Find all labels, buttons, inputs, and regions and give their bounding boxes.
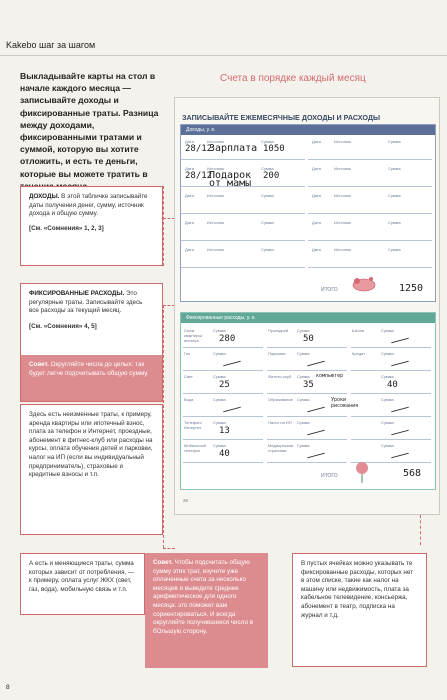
income-col-label: Источник: [334, 166, 352, 171]
connector-fixed-v: [163, 305, 164, 548]
fixed-cell: [267, 441, 347, 463]
ledger-sheet: [174, 97, 440, 515]
income-col-label: Сумма: [388, 247, 401, 252]
income-source-value: Зарплата: [209, 143, 258, 154]
income-col-label: Сумма: [388, 166, 401, 171]
fixed-cell-label: Мобильный телефон: [184, 443, 206, 453]
fixed-sum-label: Сумма: [213, 420, 226, 425]
fixed-cell-label: Съем квартиры/ипотека: [184, 328, 203, 343]
fixed-sum-label: Сумма: [297, 351, 310, 356]
fixed-note-box: [20, 283, 163, 402]
fixed-cell-label: Вода: [184, 397, 194, 402]
income-col-label: Источник: [334, 220, 352, 225]
fixed-sum-label: Сумма: [381, 420, 394, 425]
header-divider: [0, 55, 447, 56]
income-col-label: Дата: [185, 220, 194, 225]
income-table-header: Доходы, у. е.: [181, 125, 435, 135]
fixed-cell-label: Школа: [352, 328, 365, 333]
income-row: [308, 245, 432, 268]
income-row: [308, 164, 432, 187]
fixed-sum-label: Сумма: [297, 397, 310, 402]
income-col-label: Дата: [185, 247, 194, 252]
fixed-cell-label: Телефон/Интернет: [184, 420, 202, 430]
fixed-cell: [183, 418, 263, 440]
fixed-cell-label: Парковка: [268, 351, 286, 356]
tip-average-label: Совет.: [153, 559, 173, 566]
fixed-cell: [183, 326, 263, 348]
tip-average-text: Чтобы подсчитать общую сумму этих трат, изучите уже оплаченные счета за несколько месяцев и выведите среднее арифметическое для одного месяца: это поможет вам сориентироваться. И всегда округляйте получившееся число в бОльшую сторону.: [153, 559, 254, 635]
income-row: [181, 191, 305, 214]
income-note-text: В этой табличке записывайте даты получения денег, сумму, источник дохода и общую сумму.: [29, 193, 148, 218]
header-title: Kakebo шаг за шагом: [6, 40, 96, 50]
fixed-sum-label: Сумма: [381, 351, 394, 356]
fixed-cell: [183, 372, 263, 394]
fixed-cell-dash: [391, 453, 409, 459]
fixed-sum-label: Сумма: [297, 420, 310, 425]
income-table: [180, 124, 436, 302]
income-row: [308, 137, 432, 160]
income-note-box: [20, 186, 163, 266]
income-col-label: Сумма: [388, 193, 401, 198]
income-col-label: Источник: [334, 193, 352, 198]
fixed-cell: [351, 326, 431, 348]
fixed-total-value: 568: [403, 468, 422, 479]
fixed-sum-label: Сумма: [213, 397, 226, 402]
changing-expenses-box: [20, 553, 145, 615]
piggy-bank-doodle: [349, 275, 379, 293]
fixed-sum-label: Сумма: [213, 374, 226, 379]
income-source-value: Подарок от мамы: [209, 170, 252, 189]
unchanged-expenses-text: Здесь есть неизменные траты, к примеру, аренда квартиры или ипотечный взнос, плата за телефон и Интернет, проездные, абонемент в фитнес-клуб или расходы на курсы, оплата обучения детей и парковки, налог на ИП (если вы индивидуальный предприниматель), страховые и кредитные взносы и т.п.: [29, 411, 153, 479]
fixed-cell-dash: [307, 407, 325, 413]
income-col-label: Дата: [312, 139, 321, 144]
fixed-cell-value: 25: [219, 380, 230, 390]
fixed-cell-label: Фитнес-клуб: [268, 374, 292, 379]
income-col-label: Источник: [207, 166, 225, 171]
note-tutor: Уроки рисования: [331, 397, 359, 409]
fixed-cell: [351, 372, 431, 394]
fixed-cell-value: 50: [303, 334, 314, 344]
fixed-cell-label: Газ: [184, 351, 190, 356]
connector-empty: [420, 515, 421, 545]
tip-average: [145, 553, 268, 668]
fixed-sum-label: Сумма: [213, 351, 226, 356]
sheet-title: Счета в порядке каждый месяц: [220, 73, 366, 84]
fixed-cell: [351, 418, 431, 440]
income-date-value: 28/12: [185, 144, 213, 154]
fixed-cell-dash: [307, 361, 325, 367]
fixed-cell-value: 35: [303, 380, 314, 390]
income-row: [181, 137, 305, 160]
unchanged-expenses-box: [20, 404, 163, 535]
income-col-label: Дата: [185, 193, 194, 198]
fixed-cell: [351, 395, 431, 417]
fixed-cell-label: Налог на ИП: [268, 420, 292, 425]
fixed-cell-dash: [307, 430, 325, 436]
income-col-label: Дата: [185, 166, 194, 171]
income-row: [308, 218, 432, 241]
fixed-note-title: ФИКСИРОВАННЫЕ РАСХОДЫ.: [29, 290, 125, 297]
tip-rounding-label: Совет.: [29, 361, 49, 368]
fixed-total-label: ИТОГО: [321, 473, 338, 479]
income-col-label: Сумма: [388, 139, 401, 144]
fixed-cell: [183, 349, 263, 371]
fixed-sum-label: Сумма: [213, 328, 226, 333]
fixed-cell-value: 40: [387, 380, 398, 390]
sheet-page-number: 26: [183, 498, 189, 503]
income-col-label: Источник: [207, 220, 225, 225]
fixed-cell-label: Кредит: [352, 351, 366, 356]
fixed-sum-label: Сумма: [381, 443, 394, 448]
empty-cells-box: [292, 553, 427, 667]
fixed-cell: [183, 395, 263, 417]
income-col-label: Дата: [312, 166, 321, 171]
income-date-value: 28/12: [185, 171, 213, 181]
fixed-table: [180, 312, 436, 490]
fixed-cell-label: Медицинская страховка: [268, 443, 294, 453]
income-note-title: ДОХОДЫ.: [29, 193, 60, 200]
income-col-label: Источник: [207, 139, 225, 144]
flower-doodle: [349, 458, 375, 484]
fixed-sum-label: Сумма: [297, 328, 310, 333]
fixed-sum-label: Сумма: [213, 443, 226, 448]
income-col-label: Источник: [207, 247, 225, 252]
fixed-cell-dash: [391, 430, 409, 436]
connector-changing: [163, 548, 175, 549]
note-bank: компьютер: [316, 373, 344, 379]
fixed-cell-label: Свет: [184, 374, 193, 379]
income-col-label: Сумма: [261, 193, 274, 198]
income-sum-value: 200: [263, 171, 280, 181]
connector-income-v: [163, 186, 164, 266]
changing-expenses-text: А есть и меняющиеся траты, сумма которых зависит от потребления, — к примеру, оплата услуг ЖКХ (свет, газ, вода), мобильную связь и т.п.: [29, 560, 135, 593]
income-row: [181, 164, 305, 187]
income-col-label: Сумма: [388, 220, 401, 225]
fixed-table-header: Фиксированные расходы, у. е.: [181, 313, 435, 323]
income-col-label: Дата: [185, 139, 194, 144]
fixed-cell: [183, 441, 263, 463]
intro-text: Выкладывайте карты на стол в начале каждого месяца — записывайте доходы и фиксированные траты. Разница между доходами, фиксированными тратами и суммой, которую вы хотите отложить, и есть те деньги, которые вы можете тратить в: [20, 71, 159, 179]
empty-cells-text: В пустых ячейках можно указывать те фиксированные расходы, которых нет в этом списке, такие как налог на машину или недвижимость, плата за кабельное телевидение, консьержа, абонемент в театр, подписка на журнал и т.д.: [301, 560, 414, 619]
fixed-cell-dash: [391, 361, 409, 367]
income-col-label: Дата: [312, 247, 321, 252]
fixed-sum-label: Сумма: [297, 443, 310, 448]
income-row: [181, 245, 305, 268]
fixed-sum-label: Сумма: [381, 328, 394, 333]
fixed-sum-label: Сумма: [297, 374, 310, 379]
income-col-label: Дата: [312, 220, 321, 225]
fixed-cell-dash: [391, 407, 409, 413]
tip-rounding-text: Округляйте числа до целых: так будет легче подсчитывать общую сумму.: [29, 361, 149, 377]
fixed-sum-label: Сумма: [381, 374, 394, 379]
fixed-cell: [267, 349, 347, 371]
fixed-cell-dash: [223, 361, 241, 367]
fixed-cell-label: Образование: [268, 397, 293, 402]
fixed-sum-label: Сумма: [381, 397, 394, 402]
fixed-note-text: Это регулярные траты. Записывайте здесь все расходы за текущий месяц.: [29, 290, 143, 315]
ledger-section-title: ЗАПИСЫВАЙТЕ ЕЖЕМЕСЯЧНЫЕ ДОХОДЫ И РАСХОДЫ: [182, 113, 381, 122]
income-row: [181, 218, 305, 241]
income-note-ref: [См. «Сомнения» 1, 2, 3]: [29, 224, 104, 232]
income-col-label: Дата: [312, 193, 321, 198]
fixed-cell: [267, 326, 347, 348]
fixed-cell-dash: [391, 338, 409, 344]
fixed-cell-dash: [307, 453, 325, 459]
income-total-label: ИТОГО: [321, 287, 338, 293]
income-col-label: Сумма: [261, 247, 274, 252]
fixed-cell-dash: [223, 407, 241, 413]
income-row: [308, 191, 432, 214]
income-col-label: Сумма: [261, 220, 274, 225]
page-number: 8: [6, 684, 10, 691]
income-col-label: Источник: [207, 193, 225, 198]
income-col-label: Сумма: [261, 139, 274, 144]
fixed-cell-value: 280: [219, 334, 236, 344]
income-col-label: Источник: [334, 247, 352, 252]
fixed-cell-value: 40: [219, 449, 230, 459]
income-total-value: 1250: [399, 283, 424, 294]
fixed-cell-value: 13: [219, 426, 230, 436]
income-sum-value: 1050: [263, 144, 285, 154]
fixed-note-ref: [См. «Сомнения» 4, 5]: [29, 322, 97, 330]
fixed-cell: [267, 418, 347, 440]
tip-rounding: [21, 355, 162, 401]
fixed-cell-label: Проездной: [268, 328, 289, 333]
income-col-label: Источник: [334, 139, 352, 144]
fixed-cell: [351, 349, 431, 371]
income-col-label: Сумма: [261, 166, 274, 171]
